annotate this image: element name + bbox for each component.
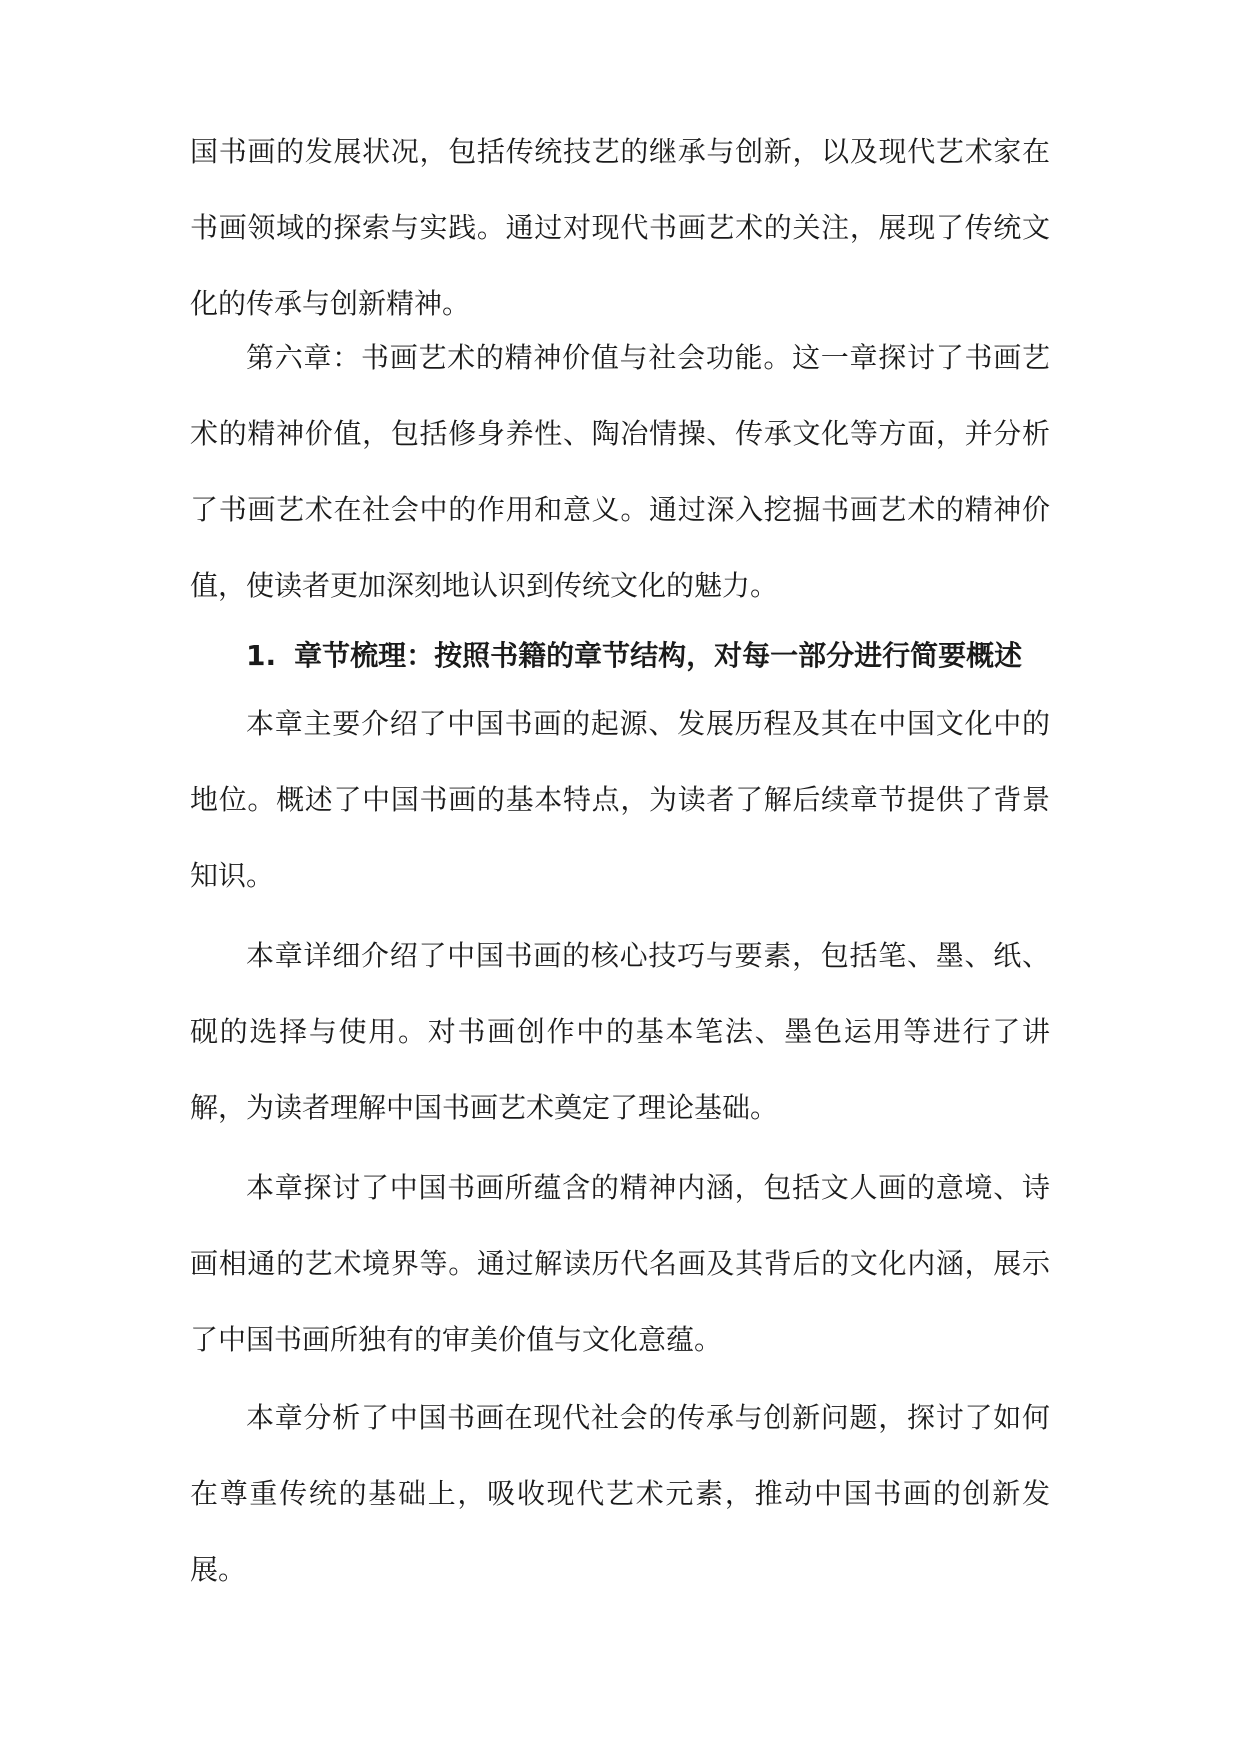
continued-paragraph: 国书画的发展状况，包括传统技艺的继承与创新，以及现代艺术家在书画领域的探索与实践。通过对现代书画艺术的关注，展现了传统文化的传承与创新精神。 [190,135,1050,320]
section-heading-number: 1. [246,639,277,672]
section-heading [246,618,1066,694]
chapter-six-paragraph: 第六章：书画艺术的精神价值与社会功能。这一章探讨了书画艺术的精神价值，包括修身养性、陶冶情操、传承文化等方面，并分析了书画艺术在社会中的作用和意义。通过深入挖掘书画艺术的精神价值，使读者更加深刻地认识到传统文化的魅力。 [190,341,1050,602]
summary-paragraph-2: 本章详细介绍了中国书画的核心技巧与要素，包括笔、墨、纸、砚的选择与使用。对书画创作中的基本笔法、墨色运用等进行了讲解，为读者理解中国书画艺术奠定了理论基础。 [190,939,1050,1124]
summary-paragraph-4: 本章分析了中国书画在现代社会的传承与创新问题，探讨了如何在尊重传统的基础上，吸收现代艺术元素，推动中国书画的创新发展。 [190,1401,1050,1586]
section-heading-text: 章节梳理：按照书籍的章节结构，对每一部分进行简要概述 [294,639,1023,672]
summary-paragraph-3: 本章探讨了中国书画所蕴含的精神内涵，包括文人画的意境、诗画相通的艺术境界等。通过解读历代名画及其背后的文化内涵，展示了中国书画所独有的审美价值与文化意蕴。 [190,1171,1050,1356]
summary-paragraph-1: 本章主要介绍了中国书画的起源、发展历程及其在中国文化中的地位。概述了中国书画的基本特点，为读者了解后续章节提供了背景知识。 [190,707,1050,892]
